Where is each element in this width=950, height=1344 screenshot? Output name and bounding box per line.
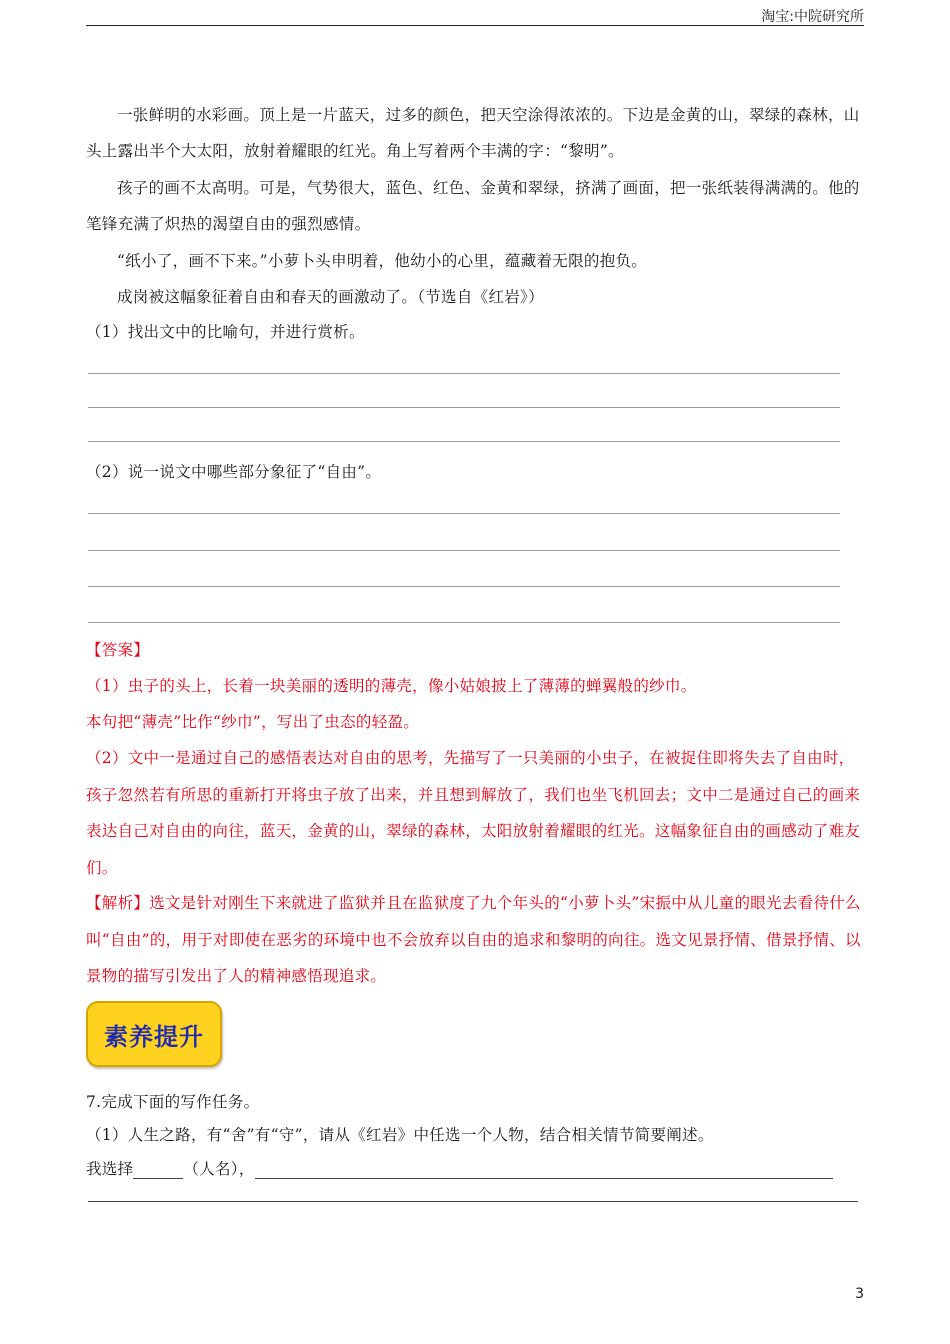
analysis-text: 选文是针对刚生下来就进了监狱并且在监狱度了九个年头的“小萝卜头”宋振中从儿童的眼光去看待什么叫“自由”的，用于对即使在恶劣的环境中也不会放弃以自由的追求和黎明的向往。选文见景抒情、借景抒情、以景物的描写引发出了人的精神感悟现追求。 [86, 894, 861, 985]
question-2: （2）说一说文中哪些部分象征了“自由”。 [86, 463, 382, 481]
page-number: 3 [855, 1286, 864, 1302]
section-badge [86, 1001, 222, 1067]
question-1: （1）找出文中的比喻句，并进行赏析。 [86, 323, 365, 341]
section-badge-label: 素养提升 [104, 1022, 204, 1051]
answer-line[interactable] [88, 441, 840, 442]
choose-mid: （人名）， [183, 1160, 255, 1178]
passage-paragraph-1: 一张鲜明的水彩画。顶上是一片蓝天，过多的颜色，把天空涂得浓浓的。下边是金黄的山，翠绿的森林，山头上露出半个大太阳，放射着耀眼的红光。角上写着两个丰满的字：“黎明”。 [86, 106, 860, 160]
answer-line[interactable] [88, 622, 840, 623]
page-header [86, 0, 864, 26]
answer-label: 【答案】 [86, 641, 150, 659]
task-title: 7.完成下面的写作任务。 [86, 1093, 260, 1111]
answer-1: （1）虫子的头上，长着一块美丽的透明的薄壳，像小姑娘披上了薄薄的蝉翼般的纱巾。 [86, 677, 697, 695]
answer-line[interactable] [88, 407, 840, 408]
analysis-block [86, 885, 864, 995]
reason-blank[interactable] [255, 1162, 833, 1179]
passage-paragraph-3: “纸小了，画不下来。”小萝卜头申明着，他幼小的心里，蕴藏着无限的抱负。 [117, 252, 648, 270]
choose-line [86, 1159, 864, 1179]
answer-1-explanation: 本句把“薄壳”比作“纱巾”，写出了虫态的轻盈。 [86, 713, 420, 731]
name-blank[interactable] [133, 1162, 183, 1179]
header-source-text: 淘宝:中院研究所 [761, 9, 864, 25]
analysis-label: 【解析】 [86, 894, 150, 912]
answer-line[interactable] [88, 550, 840, 551]
passage-paragraph-2: 孩子的画不太高明。可是，气势很大，蓝色、红色、金黄和翠绿，挤满了画面，把一张纸装得满满的。他的笔锋充满了炽热的渴望自由的强烈感情。 [86, 179, 860, 233]
passage-paragraph-4: 成岗被这幅象征着自由和春天的画激动了。（节选自《红岩》） [117, 288, 544, 306]
answer-line[interactable] [88, 586, 840, 587]
answer-2: （2）文中一是通过自己的感悟表达对自由的思考，先描写了一只美丽的小虫子，在被捉住即将失去了自由时，孩子忽然若有所思的重新打开将虫子放了出来，并且想到解放了，我们也坐飞机回去；文中二是通过自己的画来表达自己对自由的向往，蓝天，金黄的山，翠绿的森林，太阳放射着耀眼的红光。这幅象征自由的画感动了难友们。 [86, 749, 861, 877]
answer-line[interactable] [88, 513, 840, 514]
task-subquestion-1: （1）人生之路，有“舍”有“守”，请从《红岩》中任选一个人物，结合相关情节简要阐述。 [86, 1126, 714, 1144]
answer-line[interactable] [88, 373, 840, 374]
choose-prefix: 我选择 [86, 1160, 134, 1178]
writing-line[interactable] [88, 1201, 858, 1202]
